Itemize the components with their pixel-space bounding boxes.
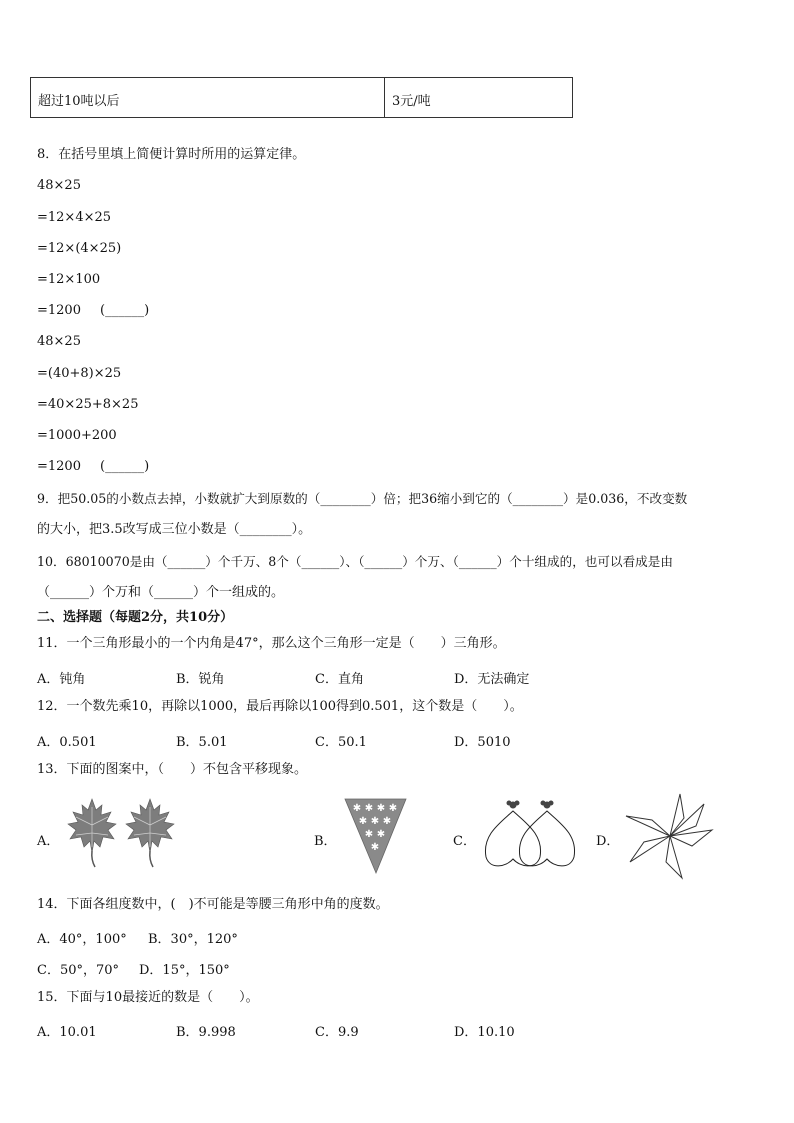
q11-stem: 11．一个三角形最小的一个内角是47°，那么这个三角形一定是（ ）三角形。 bbox=[37, 636, 506, 651]
q8-line-a0: 48×25 bbox=[37, 178, 81, 193]
q8-blank-b[interactable]: (______) bbox=[100, 459, 150, 474]
svg-text:✱: ✱ bbox=[364, 803, 374, 814]
q11-option-d[interactable]: D．无法确定 bbox=[454, 672, 530, 687]
table-cell-right bbox=[384, 77, 573, 118]
q8-line-b2: =40×25+8×25 bbox=[37, 397, 139, 412]
q13-stem: 13．下面的图案中，（ ）不包含平移现象。 bbox=[37, 762, 308, 777]
q8-line-b1: =(40+8)×25 bbox=[37, 366, 122, 381]
q14-option-c[interactable]: C．50°，70° bbox=[37, 963, 120, 978]
svg-text:✱: ✱ bbox=[364, 829, 374, 840]
svg-text:✱: ✱ bbox=[376, 803, 386, 814]
q8-line-a4: =1200 bbox=[37, 303, 81, 318]
svg-text:✱: ✱ bbox=[370, 842, 380, 853]
maple-leaves-image bbox=[62, 795, 182, 870]
hearts-chickens-image bbox=[480, 795, 580, 877]
q8-line-a2: =12×(4×25) bbox=[37, 241, 122, 256]
q14-option-a[interactable]: A．40°，100° bbox=[37, 932, 127, 947]
q12-option-a[interactable]: A．0.501 bbox=[37, 735, 97, 750]
q9-line2: 的大小，把3.5改写成三位小数是（________）。 bbox=[37, 522, 312, 537]
table-cell-left bbox=[30, 77, 385, 118]
q13-option-c[interactable]: C． bbox=[453, 834, 476, 849]
svg-text:✱: ✱ bbox=[352, 803, 362, 814]
q14-stem: 14．下面各组度数中，( )不可能是等腰三角形中角的度数。 bbox=[37, 897, 389, 912]
q10-line1: 10．68010070是由（______）个千万、8个（______）、（______）个万、（______）个十组成的，也可以看成是由 bbox=[37, 554, 673, 569]
table-cell-right-text: 3元/吨 bbox=[392, 94, 431, 109]
pinwheel-image bbox=[622, 790, 717, 882]
svg-text:✱: ✱ bbox=[388, 803, 398, 814]
q12-option-d[interactable]: D．5010 bbox=[454, 735, 511, 750]
q9-line1: 9．把50.05的小数点去掉，小数就扩大到原数的（________）倍；把36缩小到它的（________）是0.036，不改变数 bbox=[37, 491, 688, 506]
q13-option-b[interactable]: B． bbox=[314, 834, 337, 849]
q8-title: 8．在括号里填上简便计算时所用的运算定律。 bbox=[37, 147, 306, 162]
q12-stem: 12．一个数先乘10，再除以1000，最后再除以100得到0.501，这个数是（ ）。 bbox=[37, 699, 523, 714]
svg-text:✱: ✱ bbox=[370, 816, 380, 827]
q11-option-a[interactable]: A．钝角 bbox=[37, 672, 86, 687]
q13-option-d[interactable]: D． bbox=[596, 834, 620, 849]
q12-option-b[interactable]: B．5.01 bbox=[176, 735, 228, 750]
q15-option-a[interactable]: A．10.01 bbox=[37, 1025, 97, 1040]
section-title: 二、选择题（每题2分，共10分） bbox=[37, 610, 234, 625]
q11-option-b[interactable]: B．锐角 bbox=[176, 672, 225, 687]
q12-option-c[interactable]: C．50.1 bbox=[315, 735, 367, 750]
svg-text:✱: ✱ bbox=[358, 816, 368, 827]
q14-option-b[interactable]: B．30°，120° bbox=[148, 932, 238, 947]
q8-line-b0: 48×25 bbox=[37, 334, 81, 349]
q8-line-a1: =12×4×25 bbox=[37, 210, 112, 225]
q11-option-c[interactable]: C．直角 bbox=[315, 672, 364, 687]
q14-option-d[interactable]: D．15°，150° bbox=[139, 963, 230, 978]
q8-line-b4: =1200 bbox=[37, 459, 81, 474]
q13-option-a[interactable]: A． bbox=[37, 834, 60, 849]
svg-text:✱: ✱ bbox=[382, 816, 392, 827]
table-cell-left-text: 超过10吨以后 bbox=[38, 94, 120, 109]
q8-blank-a[interactable]: (______) bbox=[100, 303, 150, 318]
q15-option-c[interactable]: C．9.9 bbox=[315, 1025, 359, 1040]
q15-option-d[interactable]: D．10.10 bbox=[454, 1025, 515, 1040]
q10-line2: （______）个万和（______）个一组成的。 bbox=[37, 585, 285, 600]
q8-line-b3: =1000+200 bbox=[37, 428, 117, 443]
q15-stem: 15．下面与10最接近的数是（ ）。 bbox=[37, 990, 259, 1005]
q8-line-a3: =12×100 bbox=[37, 272, 101, 287]
q15-option-b[interactable]: B．9.998 bbox=[176, 1025, 236, 1040]
triangle-with-snowflakes-image bbox=[343, 797, 408, 875]
svg-text:✱: ✱ bbox=[376, 829, 386, 840]
